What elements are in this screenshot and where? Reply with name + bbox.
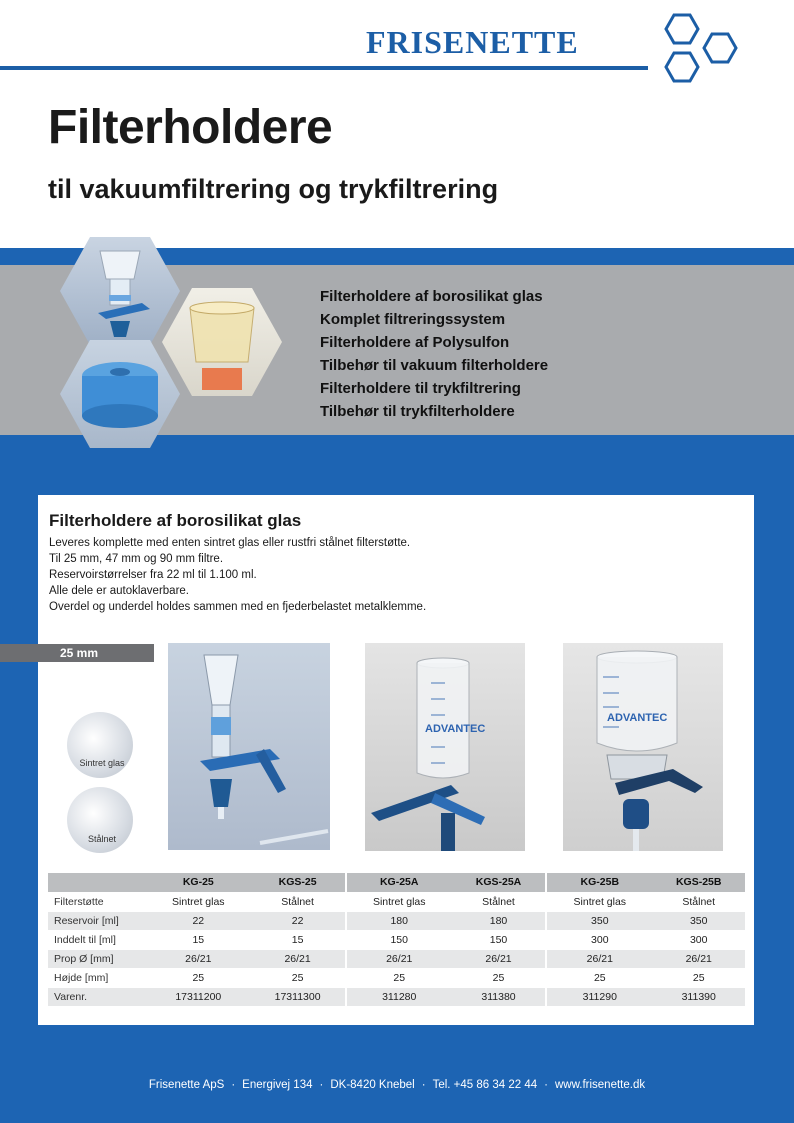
table-cell: 22 bbox=[251, 911, 346, 930]
hex-photo-polysulfon-holder bbox=[162, 288, 282, 396]
table-cell: 311280 bbox=[346, 987, 452, 1006]
table-header-cell: KG-25B bbox=[546, 873, 652, 892]
table-cell: Stålnet bbox=[452, 892, 546, 911]
staalnet-label: Stålnet bbox=[87, 834, 117, 844]
sintret-glas-detail-image bbox=[67, 712, 133, 778]
table-cell: Sintret glas bbox=[346, 892, 452, 911]
table-cell: 17311200 bbox=[146, 987, 251, 1006]
table-header-cell: KGS-25B bbox=[652, 873, 745, 892]
size-tab: 25 mm bbox=[0, 644, 154, 662]
page-subtitle: til vakuumfiltrering og trykfiltrering bbox=[48, 174, 499, 204]
table-cell: 350 bbox=[652, 911, 745, 930]
table-cell: 26/21 bbox=[146, 949, 251, 968]
hexagon-logo-icon bbox=[664, 12, 744, 88]
table-cell: Inddelt til [ml] bbox=[48, 930, 146, 949]
table-row bbox=[48, 949, 745, 968]
table-cell: 25 bbox=[146, 968, 251, 987]
hero-list-item: Filterholdere af borosilikat glas bbox=[320, 288, 543, 305]
table-row bbox=[48, 892, 745, 911]
description-line: Leveres komplette med enten sintret glas eller rustfri stålnet filterstøtte. bbox=[49, 537, 411, 549]
footer-company: Frisenette ApS bbox=[148, 1079, 225, 1091]
description-line: Overdel og underdel holdes sammen med en fjederbelastet metalklemme. bbox=[49, 601, 427, 613]
table-cell: 300 bbox=[546, 930, 652, 949]
table-cell: Prop Ø [mm] bbox=[48, 949, 146, 968]
footer-city: DK-8420 Knebel bbox=[330, 1079, 415, 1091]
table-header-cell: KG-25 bbox=[146, 873, 251, 892]
table-cell: Stålnet bbox=[251, 892, 346, 911]
table-cell: 17311300 bbox=[251, 987, 346, 1006]
table-cell: 180 bbox=[452, 911, 546, 930]
table-cell: 150 bbox=[452, 930, 546, 949]
product-photo-kg-25a bbox=[365, 643, 525, 851]
table-cell: 25 bbox=[346, 968, 452, 987]
table-header-cell: KGS-25 bbox=[251, 873, 346, 892]
hero-list-item: Tilbehør til trykfilterholdere bbox=[320, 403, 515, 420]
sintret-glas-label: Sintret glas bbox=[79, 758, 125, 768]
hero-list-item: Tilbehør til vakuum filterholdere bbox=[320, 357, 549, 374]
spec-table bbox=[48, 873, 745, 1007]
table-cell: 25 bbox=[452, 968, 546, 987]
table-cell: 311380 bbox=[452, 987, 546, 1006]
table-cell: 26/21 bbox=[346, 949, 452, 968]
table-cell: 311290 bbox=[546, 987, 652, 1006]
table-cell: 15 bbox=[146, 930, 251, 949]
photo-brand-label: ADVANTEC bbox=[425, 723, 486, 735]
footer: Frisenette ApS · Energivej 134 · DK-8420 Knebel · Tel. +45 86 34 22 44 · www.frisenette.dk bbox=[148, 1079, 646, 1091]
table-header-cell bbox=[48, 873, 146, 892]
table-cell: Filterstøtte bbox=[48, 892, 146, 911]
description-line: Reservoirstørrelser fra 22 ml til 1.100 ml. bbox=[49, 569, 257, 581]
brand-logo-text: FRISENETTE bbox=[366, 24, 579, 60]
product-photo-kg-25 bbox=[168, 643, 330, 850]
hero-product-list bbox=[320, 285, 548, 423]
hero-list-item: Komplet filtreringssystem bbox=[320, 311, 506, 328]
table-cell: 180 bbox=[346, 911, 452, 930]
table-row bbox=[48, 987, 745, 1006]
table-cell: Højde [mm] bbox=[48, 968, 146, 987]
table-cell: Reservoir [ml] bbox=[48, 911, 146, 930]
table-row bbox=[48, 968, 745, 987]
section-title: Filterholdere af borosilikat glas bbox=[49, 511, 302, 530]
section-description bbox=[49, 535, 426, 615]
table-cell: 300 bbox=[652, 930, 745, 949]
table-header-cell: KG-25A bbox=[346, 873, 452, 892]
table-cell: 311390 bbox=[652, 987, 745, 1006]
table-row bbox=[48, 911, 745, 930]
table-header-cell: KGS-25A bbox=[452, 873, 546, 892]
page-title: Filterholdere bbox=[48, 101, 333, 154]
photo-brand-label: ADVANTEC bbox=[607, 712, 668, 724]
table-cell: 22 bbox=[146, 911, 251, 930]
description-line: Alle dele er autoklaverbare. bbox=[49, 585, 189, 597]
hero-list-item: Filterholdere af Polysulfon bbox=[320, 334, 510, 351]
product-photo-kg-25b bbox=[563, 643, 723, 851]
table-row bbox=[48, 930, 745, 949]
footer-phone: Tel. +45 86 34 22 44 bbox=[432, 1079, 538, 1091]
table-cell: 25 bbox=[546, 968, 652, 987]
table-cell: 25 bbox=[251, 968, 346, 987]
hero-list-item: Filterholdere til trykfiltrering bbox=[320, 380, 521, 397]
table-cell: Varenr. bbox=[48, 987, 146, 1006]
table-cell: Sintret glas bbox=[146, 892, 251, 911]
table-header-row bbox=[48, 873, 745, 892]
table-cell: 26/21 bbox=[452, 949, 546, 968]
table-cell: 26/21 bbox=[546, 949, 652, 968]
footer-website-link[interactable]: www.frisenette.dk bbox=[554, 1079, 646, 1091]
table-cell: 25 bbox=[652, 968, 745, 987]
description-line: Til 25 mm, 47 mm og 90 mm filtre. bbox=[49, 553, 224, 565]
table-cell: Stålnet bbox=[652, 892, 745, 911]
table-cell: 15 bbox=[251, 930, 346, 949]
table-cell: Sintret glas bbox=[546, 892, 652, 911]
table-cell: 26/21 bbox=[652, 949, 745, 968]
table-cell: 350 bbox=[546, 911, 652, 930]
footer-address: Energivej 134 bbox=[242, 1079, 313, 1091]
hex-photo-blue-cap bbox=[60, 340, 180, 448]
table-cell: 150 bbox=[346, 930, 452, 949]
table-cell: 26/21 bbox=[251, 949, 346, 968]
header-rule bbox=[0, 66, 648, 70]
